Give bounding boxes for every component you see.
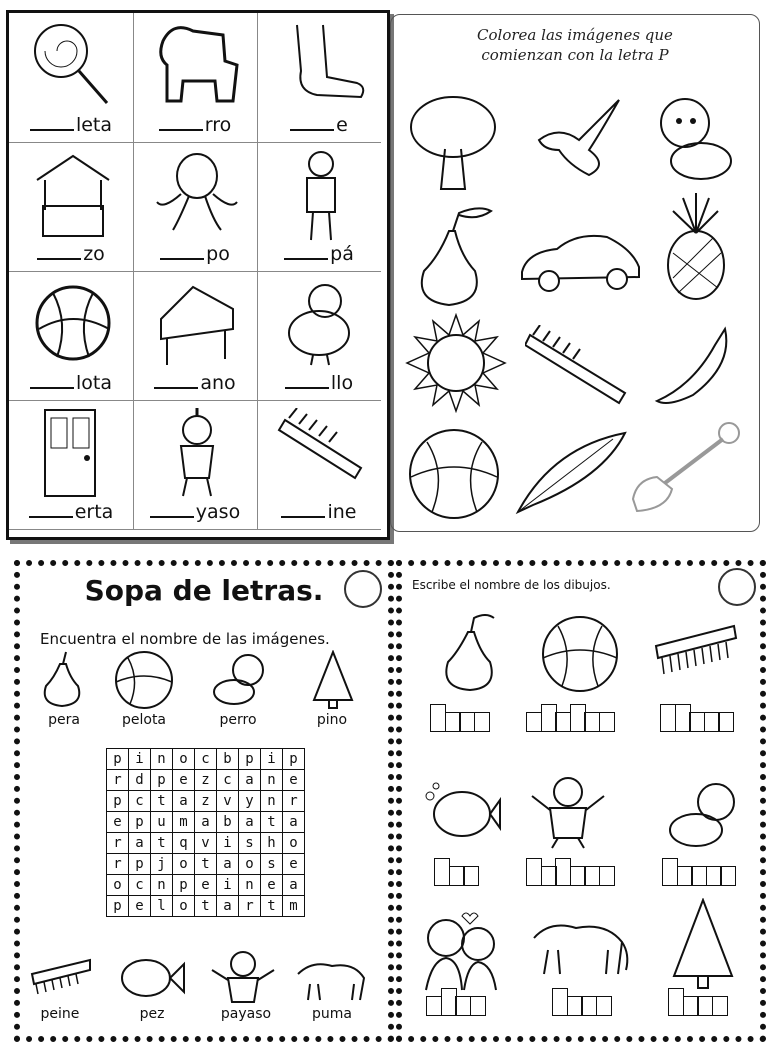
word-peine: peine — [40, 1006, 80, 1022]
fill-blank-label — [133, 242, 257, 265]
blank-line[interactable] — [37, 242, 81, 260]
grid-letter[interactable]: n — [151, 749, 173, 770]
write-names-worksheet — [396, 560, 766, 1042]
grid-letter[interactable]: e — [107, 812, 129, 833]
fill-blank-cell — [133, 142, 258, 272]
couple-icon — [412, 906, 508, 994]
grid-letter[interactable]: n — [239, 875, 261, 896]
grid-letter[interactable]: p — [107, 749, 129, 770]
blank-line[interactable] — [30, 113, 74, 131]
clown-icon — [153, 408, 243, 500]
lollipop-icon — [29, 21, 119, 113]
comb-icon — [654, 622, 738, 682]
grid-letter[interactable]: z — [195, 770, 217, 791]
grid-row — [107, 833, 305, 854]
fill-blank-cell — [9, 142, 134, 272]
clown-icon — [528, 774, 608, 850]
fill-blank-label — [257, 500, 381, 523]
answer-boxes[interactable] — [660, 712, 733, 732]
grid-letter[interactable]: l — [151, 896, 173, 917]
grid-row — [107, 770, 305, 791]
fill-blank-worksheet — [6, 10, 390, 540]
grid-letter[interactable]: v — [195, 833, 217, 854]
grid-letter[interactable]: m — [173, 812, 195, 833]
grid-letter[interactable]: j — [151, 854, 173, 875]
grid-letter[interactable]: n — [261, 770, 283, 791]
blank-line[interactable] — [290, 113, 334, 131]
fill-blank-cell — [9, 400, 134, 530]
word-search-title: Sopa de letras. — [84, 574, 324, 607]
letter-grid — [106, 748, 305, 917]
grid-letter[interactable]: r — [107, 854, 129, 875]
pear-icon — [440, 614, 500, 694]
word-pez: pez — [139, 1006, 165, 1022]
grid-row — [107, 854, 305, 875]
sun-icon — [401, 313, 511, 413]
grid-letter[interactable]: i — [261, 749, 283, 770]
word-ending: leta — [75, 114, 113, 136]
grid-letter[interactable]: p — [107, 896, 129, 917]
grid-letter[interactable]: c — [217, 770, 239, 791]
grid-letter[interactable]: n — [151, 875, 173, 896]
seal-icon — [344, 570, 382, 608]
word-ending: e — [336, 114, 348, 136]
fill-blank-label — [9, 242, 133, 265]
grid-letter[interactable]: t — [261, 812, 283, 833]
write-names-title: Escribe el nombre de los dibujos. — [412, 578, 611, 592]
word-search-worksheet — [14, 560, 394, 1042]
pear-icon — [409, 201, 499, 311]
octopus-icon — [153, 150, 243, 242]
word-ending: po — [206, 243, 230, 265]
grid-letter[interactable]: p — [173, 875, 195, 896]
grid-letter[interactable]: o — [283, 833, 305, 854]
grid-letter[interactable]: p — [129, 812, 151, 833]
grid-letter[interactable]: e — [283, 854, 305, 875]
blank-line[interactable] — [281, 500, 325, 518]
grid-letter[interactable]: t — [261, 896, 283, 917]
grid-letter[interactable]: a — [239, 770, 261, 791]
fill-blank-cell — [9, 271, 134, 401]
word-pino: pino — [316, 712, 348, 728]
comb-icon — [277, 408, 367, 500]
grid-letter[interactable]: p — [151, 770, 173, 791]
word-payaso: payaso — [220, 1006, 272, 1022]
fill-blank-label — [9, 371, 133, 394]
grid-letter[interactable]: v — [217, 791, 239, 812]
feather-icon — [513, 427, 633, 517]
coloring-title-line2: comienzan con la letra P — [481, 46, 669, 64]
coloring-title — [391, 25, 759, 65]
grid-letter[interactable]: b — [217, 812, 239, 833]
chick-icon — [277, 279, 367, 371]
grid-letter[interactable]: z — [195, 791, 217, 812]
grid-letter[interactable]: c — [129, 791, 151, 812]
coloring-worksheet — [390, 14, 760, 532]
grid-letter[interactable]: t — [195, 896, 217, 917]
grid-letter[interactable]: e — [173, 770, 195, 791]
puppy-icon — [643, 91, 743, 191]
grid-row — [107, 875, 305, 896]
ball-icon — [540, 614, 620, 694]
fill-blank-cell — [9, 13, 134, 143]
grid-letter[interactable]: a — [129, 833, 151, 854]
fill-blank-cell — [257, 400, 381, 530]
tree-icon — [403, 89, 503, 199]
grid-letter[interactable]: r — [107, 833, 129, 854]
word-ending: lota — [76, 372, 112, 394]
grid-letter[interactable]: a — [283, 812, 305, 833]
grid-letter[interactable]: b — [217, 749, 239, 770]
answer-boxes[interactable] — [662, 866, 735, 886]
answer-boxes[interactable] — [426, 996, 484, 1016]
grid-letter[interactable]: n — [261, 791, 283, 812]
fish-icon — [116, 950, 186, 1002]
grid-letter[interactable]: i — [129, 749, 151, 770]
grid-letter[interactable]: h — [261, 833, 283, 854]
blank-line[interactable] — [29, 500, 73, 518]
blank-line[interactable] — [30, 371, 74, 389]
grid-letter[interactable]: o — [173, 896, 195, 917]
puma-icon — [292, 954, 372, 1002]
word-ending: llo — [330, 372, 354, 394]
word-search-subtitle: Encuentra el nombre de las imágenes. — [40, 630, 330, 648]
pineapple-icon — [663, 193, 729, 303]
grid-row — [107, 896, 305, 917]
fill-blank-cell — [257, 142, 381, 272]
grid-letter[interactable]: a — [195, 812, 217, 833]
grid-letter[interactable]: t — [195, 854, 217, 875]
grid-letter[interactable]: p — [239, 749, 261, 770]
grid-letter[interactable]: e — [261, 875, 283, 896]
grid-letter[interactable]: s — [239, 833, 261, 854]
answer-boxes[interactable] — [668, 996, 726, 1016]
pine-tree-icon — [310, 650, 356, 710]
grid-letter[interactable]: c — [195, 749, 217, 770]
fill-blank-cell — [257, 271, 381, 401]
answer-boxes[interactable] — [526, 712, 613, 732]
answer-boxes[interactable] — [526, 866, 613, 886]
comb-icon — [525, 325, 635, 405]
man-icon — [277, 150, 367, 242]
blank-line[interactable] — [154, 371, 198, 389]
ball-icon — [29, 279, 119, 371]
fill-blank-cell — [257, 13, 381, 143]
fill-blank-cell — [133, 400, 258, 530]
foot-icon — [277, 21, 367, 113]
grid-letter[interactable]: s — [261, 854, 283, 875]
grid-letter[interactable]: r — [283, 791, 305, 812]
beach-ball-icon — [407, 427, 501, 521]
grid-row — [107, 812, 305, 833]
car-icon — [517, 227, 647, 297]
grid-letter[interactable]: q — [173, 833, 195, 854]
dog-icon — [153, 21, 243, 113]
blank-line[interactable] — [159, 113, 203, 131]
grid-letter[interactable]: e — [129, 896, 151, 917]
coloring-title-line1: Colorea las imágenes que — [477, 26, 673, 44]
grid-letter[interactable]: e — [283, 770, 305, 791]
grid-row — [107, 749, 305, 770]
grid-letter[interactable]: i — [217, 833, 239, 854]
word-puma: puma — [312, 1006, 352, 1022]
banana-icon — [653, 325, 733, 405]
grid-letter[interactable]: a — [217, 854, 239, 875]
grid-letter[interactable]: p — [283, 749, 305, 770]
grid-letter[interactable]: e — [195, 875, 217, 896]
answer-boxes[interactable] — [430, 712, 488, 732]
word-ending: yaso — [195, 501, 241, 523]
clown-icon — [208, 950, 278, 1006]
well-icon — [29, 150, 119, 242]
grid-letter[interactable]: y — [239, 791, 261, 812]
grid-row — [107, 791, 305, 812]
grid-letter[interactable]: a — [283, 875, 305, 896]
grid-letter[interactable]: o — [239, 854, 261, 875]
grid-letter[interactable]: p — [129, 854, 151, 875]
puma-icon — [526, 914, 634, 980]
grid-letter[interactable]: o — [107, 875, 129, 896]
puppy-icon — [208, 650, 272, 710]
word-ending: ano — [200, 372, 236, 394]
grid-letter[interactable]: a — [239, 812, 261, 833]
fish-icon — [422, 778, 502, 846]
grid-letter[interactable]: i — [217, 875, 239, 896]
grid-letter[interactable]: m — [283, 896, 305, 917]
seal-icon — [718, 568, 756, 606]
shovel-icon — [627, 419, 747, 519]
word-ending: rro — [204, 114, 232, 136]
grid-letter[interactable]: a — [173, 791, 195, 812]
fill-blank-label — [133, 113, 257, 136]
word-ending: erta — [74, 501, 114, 523]
blank-line[interactable] — [284, 242, 328, 260]
grid-letter[interactable]: c — [129, 875, 151, 896]
word-perro: perro — [219, 712, 257, 728]
pine-tree-icon — [668, 898, 738, 990]
piano-icon — [153, 279, 243, 371]
fill-blank-cell — [133, 13, 258, 143]
grid-letter[interactable]: u — [151, 812, 173, 833]
answer-boxes[interactable] — [552, 996, 610, 1016]
grid-letter[interactable]: t — [151, 791, 173, 812]
fill-blank-label — [257, 242, 381, 265]
fill-blank-label — [257, 113, 381, 136]
grid-letter[interactable]: o — [173, 749, 195, 770]
word-ending: ine — [327, 501, 357, 523]
fill-blank-cell — [133, 271, 258, 401]
answer-boxes[interactable] — [434, 866, 478, 886]
word-ending: zo — [83, 243, 105, 265]
fill-blank-label — [9, 113, 133, 136]
grid-letter[interactable]: t — [151, 833, 173, 854]
word-pelota: pelota — [121, 712, 167, 728]
grid-letter[interactable]: r — [239, 896, 261, 917]
fill-blank-label — [133, 371, 257, 394]
grid-letter[interactable]: p — [107, 791, 129, 812]
pear-icon — [40, 650, 86, 710]
grid-letter[interactable]: o — [173, 854, 195, 875]
dove-icon — [529, 95, 629, 185]
grid-letter[interactable]: r — [107, 770, 129, 791]
door-icon — [29, 408, 119, 500]
fill-blank-label — [9, 500, 133, 523]
grid-letter[interactable]: a — [217, 896, 239, 917]
fill-blank-label — [257, 371, 381, 394]
ball-icon — [114, 650, 174, 710]
blank-line[interactable] — [285, 371, 329, 389]
word-pera: pera — [48, 712, 80, 728]
word-ending: pá — [330, 243, 354, 265]
blank-line[interactable] — [160, 242, 204, 260]
fill-blank-label — [133, 500, 257, 523]
comb-icon — [30, 956, 92, 1000]
grid-letter[interactable]: d — [129, 770, 151, 791]
blank-line[interactable] — [150, 500, 194, 518]
puppy-icon — [662, 778, 746, 854]
